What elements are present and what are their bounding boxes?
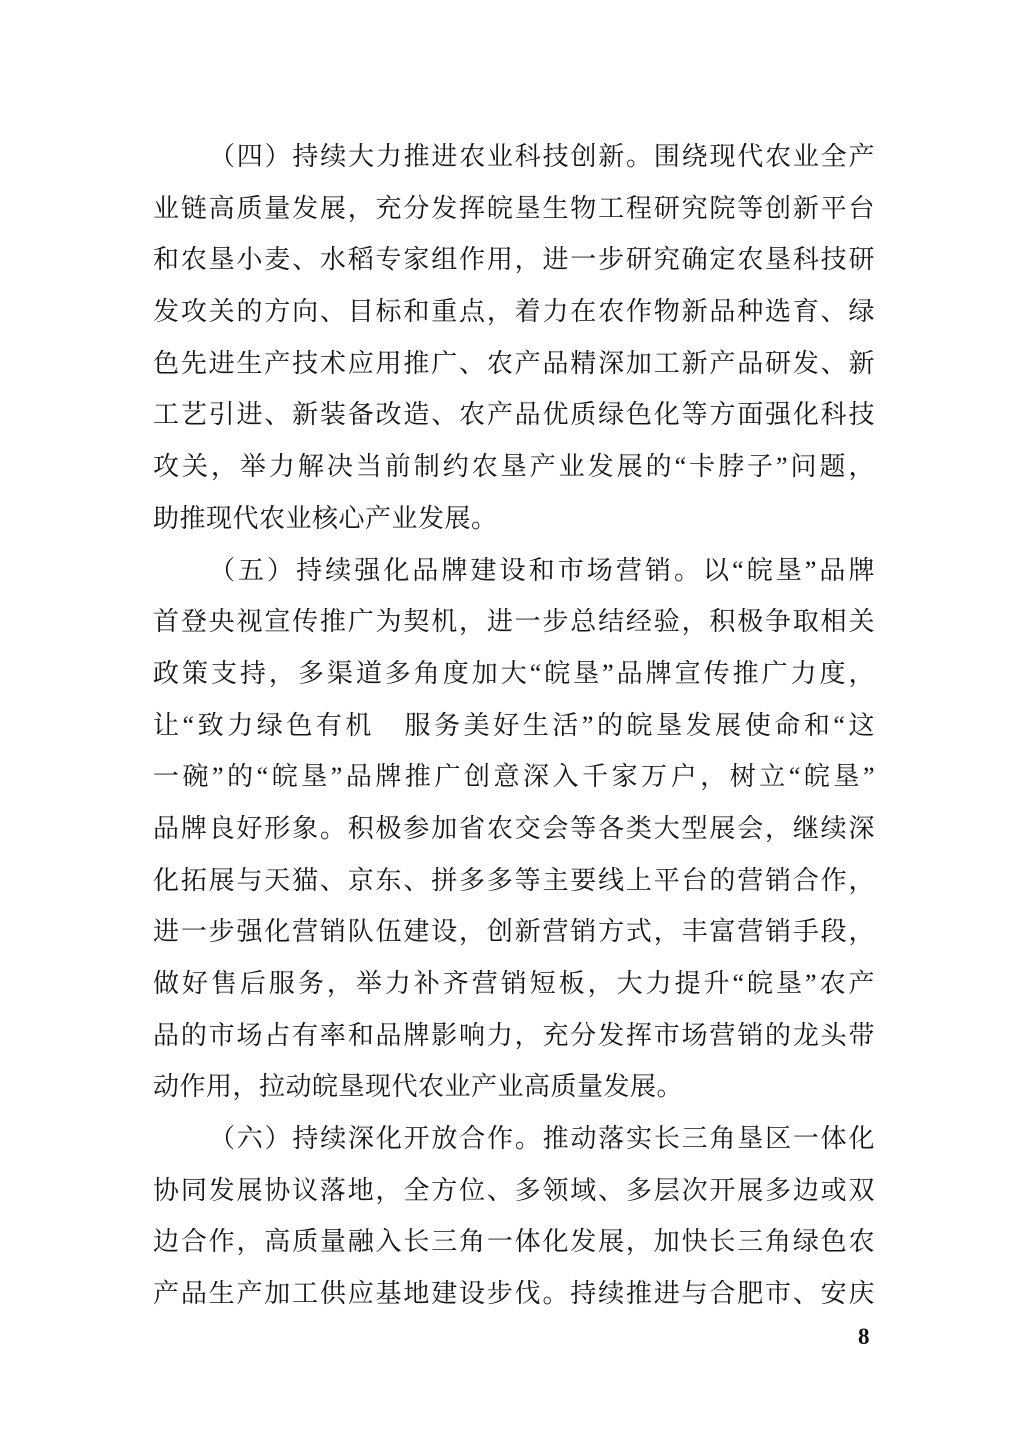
text-line: 首登央视宣传推广为契机，进一步总结经验，积极争取相关 — [153, 607, 875, 637]
text-line: 协同发展协议落地，全方位、多领域、多层次开展多边或双 — [153, 1175, 875, 1205]
text-line: 化拓展与天猫、京东、拼多多等主要线上平台的营销合作， — [153, 865, 875, 895]
text-line: 攻关，举力解决当前制约农垦产业发展的“卡脖子”问题， — [153, 452, 875, 482]
text-line: 发攻关的方向、目标和重点，着力在农作物新品种选育、绿 — [153, 297, 875, 327]
paragraph-6 — [153, 1113, 875, 1320]
text-line: 政策支持，多渠道多角度加大“皖垦”品牌宣传推广力度， — [153, 658, 875, 688]
text-line: （六）持续深化开放合作。推动落实长三角垦区一体化 — [209, 1124, 875, 1154]
text-line: 产品生产加工供应基地建设步伐。持续推进与合肥市、安庆 — [153, 1279, 875, 1309]
paragraph-4 — [153, 131, 875, 545]
page-number: 8 — [858, 1324, 870, 1349]
text-line: 工艺引进、新装备改造、农产品优质绿色化等方面强化科技 — [153, 400, 875, 430]
paragraph-5 — [153, 545, 875, 1114]
text-line: 品的市场占有率和品牌影响力，充分发挥市场营销的龙头带 — [153, 1020, 875, 1050]
text-line: 进一步强化营销队伍建设，创新营销方式，丰富营销手段， — [153, 917, 875, 947]
text-line: （四）持续大力推进农业科技创新。围绕现代农业全产 — [209, 142, 875, 171]
text-line: （五）持续强化品牌建设和市场营销。以“皖垦”品牌 — [209, 555, 875, 585]
text-line: 助推现代农业核心产业发展。 — [153, 503, 498, 533]
text-block — [153, 131, 875, 1320]
text-line: 品牌良好形象。积极参加省农交会等各类大型展会，继续深 — [153, 813, 875, 843]
text-line: 让“致力绿色有机 服务美好生活”的皖垦发展使命和“这 — [153, 710, 875, 740]
text-line: 色先进生产技术应用推广、农产品精深加工新产品研发、新 — [153, 348, 875, 378]
text-line: 边合作，高质量融入长三角一体化发展，加快长三角绿色农 — [153, 1227, 875, 1257]
text-line: 动作用，拉动皖垦现代农业产业高质量发展。 — [153, 1072, 684, 1102]
text-line: 和农垦小麦、水稻专家组作用，进一步研究确定农垦科技研 — [153, 245, 875, 275]
text-line: 一碗”的“皖垦”品牌推广创意深入千家万户，树立“皖垦” — [153, 762, 875, 792]
text-line: 做好售后服务，举力补齐营销短板，大力提升“皖垦”农产 — [153, 969, 875, 998]
text-line: 业链高质量发展，充分发挥皖垦生物工程研究院等创新平台 — [153, 193, 875, 223]
